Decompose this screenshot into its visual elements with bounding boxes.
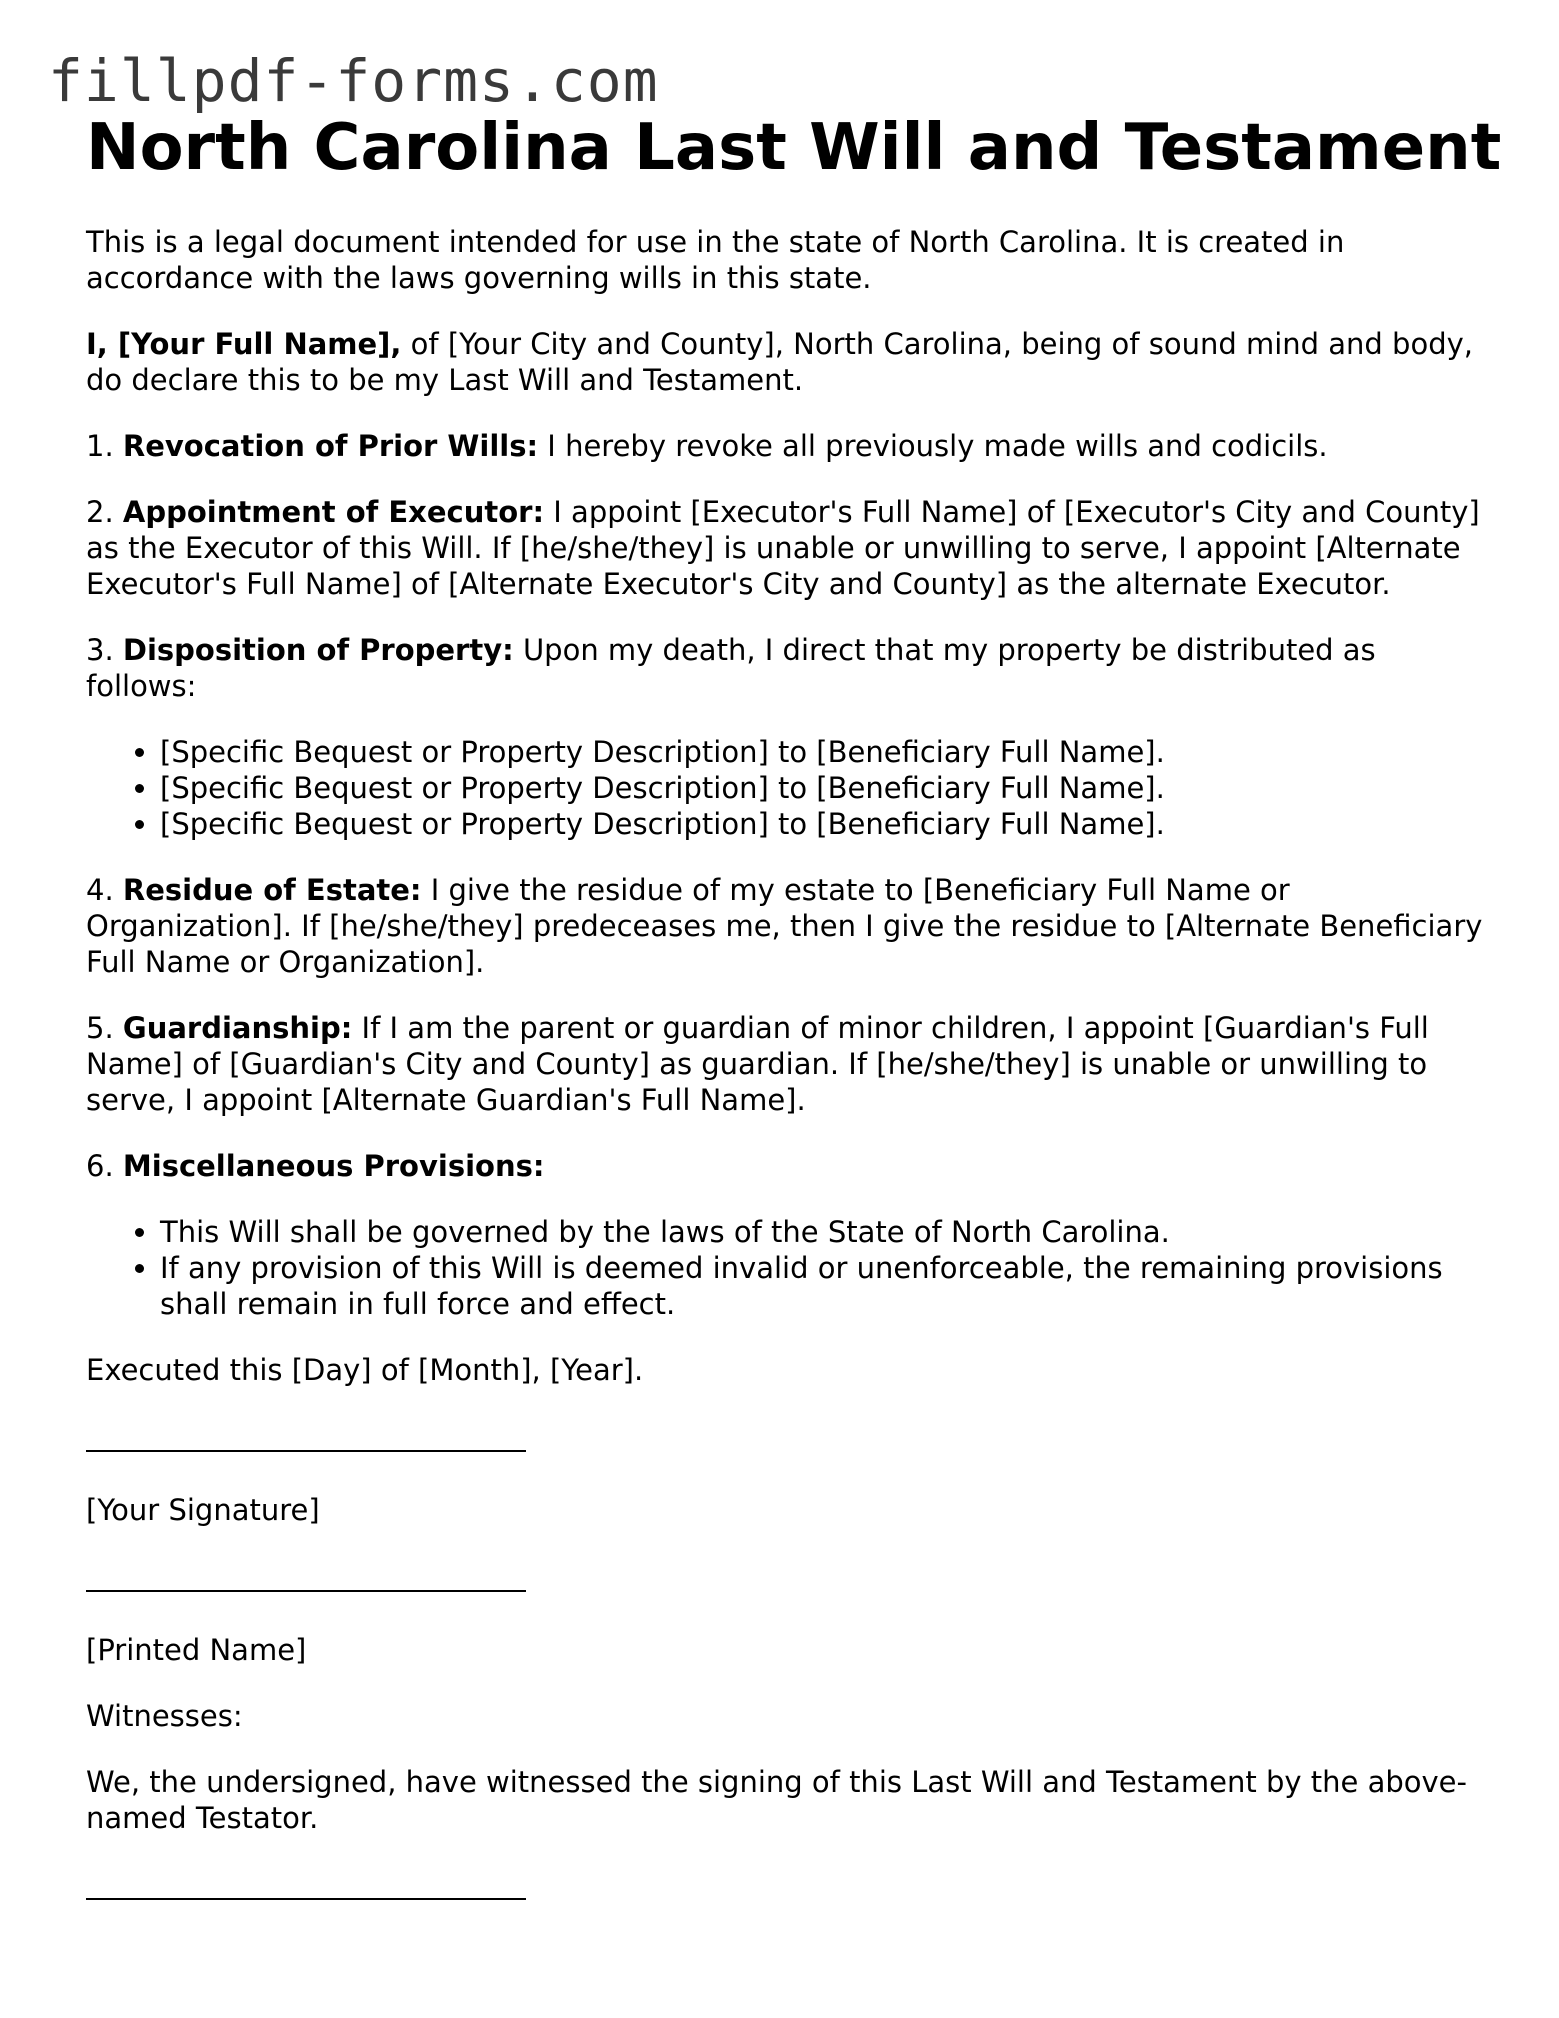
section-heading: Guardianship: (122, 1011, 353, 1045)
declaration-paragraph (86, 326, 1486, 398)
section-guardianship (86, 1010, 1486, 1118)
declaration-text: of [Your City and County], North Carolina, being of sound mind and body, do declare this to be my Last Will and Testament. (86, 327, 1473, 397)
witness-statement: We, the undersigned, have witnessed the signing of this Last Will and Testament by the above-named Testator. (86, 1765, 1467, 1835)
printed-name-line (86, 1590, 526, 1592)
printed-name-label: [Printed Name] (86, 1633, 307, 1667)
section-revocation (86, 428, 1486, 464)
signature-line (86, 1450, 526, 1452)
provision-item: • This Will shall be governed by the laws of the State of North Carolina. (160, 1214, 1486, 1250)
section-number: 2. (86, 495, 123, 529)
watermark: fillpdf-forms.com (48, 47, 659, 115)
executed-line: Executed this [Day] of [Month], [Year]. (86, 1353, 644, 1387)
section-text: Upon my death, I direct that my property be distributed as follows: (86, 633, 1376, 703)
document-title: North Carolina Last Will and Testament (86, 111, 1502, 185)
section-residue (86, 872, 1486, 980)
provision-item: • If any provision of this Will is deemed invalid or unenforceable, the remaining provisions shall remain in full force and effect. (160, 1250, 1486, 1322)
intro-paragraph: This is a legal document intended for use in the state of North Carolina. It is created in accordance with the laws governing wills in this state. (86, 225, 1345, 295)
section-disposition (86, 632, 1486, 704)
section-text: I hereby revoke all previously made wills and codicils. (538, 429, 1328, 463)
document-page (86, 108, 1502, 1900)
section-number: 4. (86, 873, 123, 907)
section-number: 1. (86, 429, 123, 463)
section-text: I give the residue of my estate to [Beneficiary Full Name or Organization]. If [he/she/they] predeceases me, then I give the residue to [Alternate Beneficiary Full Name or Organization]. (86, 873, 1483, 979)
section-text: I appoint [Executor's Full Name] of [Executor's City and County] as the Executor of this Will. If [he/she/they] is unable or unwilling to serve, I appoint [Alternate Executor's Full Name] of [Alternate Executor's City and County] as the alternate Executor. (86, 495, 1480, 601)
section-heading: Revocation of Prior Wills: (122, 429, 539, 463)
section-heading: Residue of Estate: (122, 873, 422, 907)
bequest-list (86, 734, 1486, 842)
signature-label: [Your Signature] (86, 1493, 320, 1527)
section-number: 6. (86, 1149, 123, 1183)
witness-signature-line (86, 1898, 526, 1900)
witnesses-label: Witnesses: (86, 1699, 243, 1733)
declaration-lead: I, [Your Full Name], (86, 327, 402, 361)
bequest-item: • [Specific Bequest or Property Description] to [Beneficiary Full Name]. (160, 806, 1486, 842)
section-heading: Disposition of Property: (122, 633, 514, 667)
provision-list (86, 1214, 1486, 1322)
section-text: If I am the parent or guardian of minor children, I appoint [Guardian's Full Name] of [Guardian's City and County] as guardian. If [he/she/they] is unable or unwilling to serve, I appoint [Alternate Guardian's Full Name]. (86, 1011, 1429, 1117)
section-number: 5. (86, 1011, 123, 1045)
section-heading: Appointment of Executor: (122, 495, 545, 529)
section-miscellaneous (86, 1148, 1486, 1184)
section-number: 3. (86, 633, 123, 667)
section-heading: Miscellaneous Provisions: (122, 1149, 545, 1183)
bequest-item: • [Specific Bequest or Property Description] to [Beneficiary Full Name]. (160, 734, 1486, 770)
bequest-item: • [Specific Bequest or Property Description] to [Beneficiary Full Name]. (160, 770, 1486, 806)
section-executor (86, 494, 1486, 602)
